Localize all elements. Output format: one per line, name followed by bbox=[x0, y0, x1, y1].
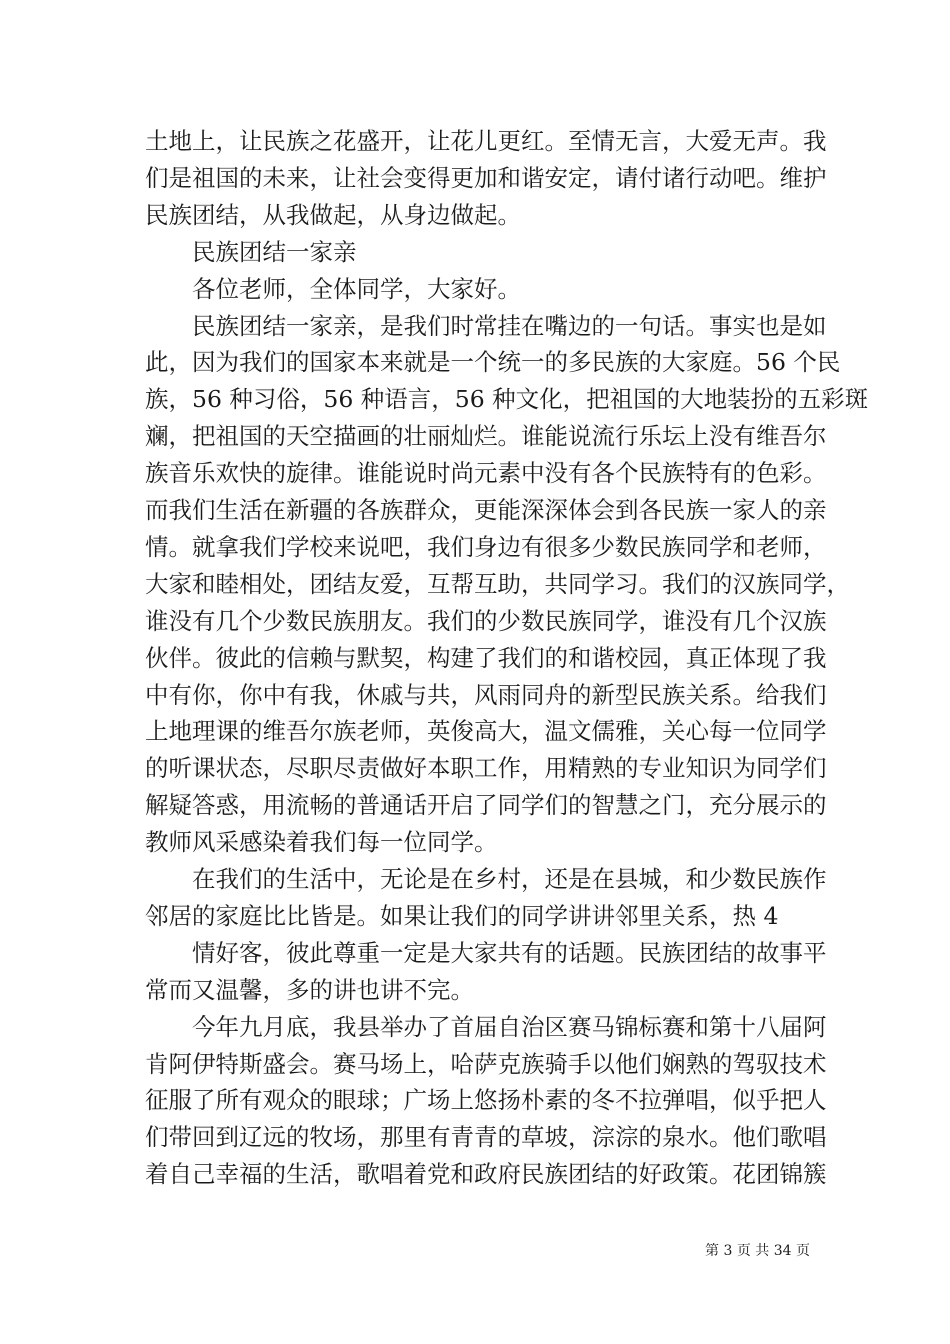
text-line: 常而又温馨，多的讲也讲不完。 bbox=[145, 975, 474, 1004]
text-line: 们是祖国的未来，让社会变得更加和谐安定，请付诸行动吧。维护 bbox=[145, 163, 827, 192]
text-line: 而我们生活在新疆的各族群众，更能深深体会到各民族一家人的亲 bbox=[145, 496, 827, 524]
text-line: 各位老师，全体同学，大家好。 bbox=[192, 274, 521, 303]
text-line: 解疑答惑，用流畅的普通话开启了同学们的智慧之门，充分展示的 bbox=[145, 791, 827, 820]
text-line: 民族团结，从我做起，从身边做起。 bbox=[145, 200, 521, 229]
text-line: 此，因为我们的国家本来就是一个统一的多民族的大家庭。56 个民 bbox=[145, 348, 841, 377]
text-line: 情。就拿我们学校来说吧，我们身边有很多少数民族同学和老师， bbox=[145, 532, 827, 561]
text-line: 中有你，你中有我，休戚与共，风雨同舟的新型民族关系。给我们 bbox=[145, 680, 827, 709]
text-line: 民族团结一家亲，是我们时常挂在嘴边的一句话。事实也是如 bbox=[192, 311, 827, 340]
text-line: 大家和睦相处，团结友爱，互帮互助，共同学习。我们的汉族同学， bbox=[145, 569, 850, 598]
text-line: 族音乐欢快的旋律。谁能说时尚元素中没有各个民族特有的色彩。 bbox=[145, 459, 827, 488]
text-line: 邻居的家庭比比皆是。如果让我们的同学讲讲邻里关系，热 4 bbox=[145, 901, 779, 930]
text-line: 土地上，让民族之花盛开，让花儿更红。至情无言，大爱无声。我 bbox=[145, 127, 827, 155]
text-line: 情好客，彼此尊重一定是大家共有的话题。民族团结的故事平 bbox=[192, 938, 827, 967]
text-line: 征服了所有观众的眼球；广场上悠扬朴素的冬不拉弹唱，似乎把人 bbox=[145, 1086, 827, 1115]
text-line: 教师风采感染着我们每一位同学。 bbox=[145, 828, 498, 857]
text-line: 着自己幸福的生活，歌唱着党和政府民族团结的好政策。花团锦簇 bbox=[145, 1160, 827, 1189]
text-line: 们带回到辽远的牧场，那里有青青的草坡，淙淙的泉水。他们歌唱 bbox=[145, 1123, 827, 1152]
text-line: 民族团结一家亲 bbox=[192, 237, 357, 266]
text-line: 斓，把祖国的天空描画的壮丽灿烂。谁能说流行乐坛上没有维吾尔 bbox=[145, 422, 827, 451]
text-line: 伙伴。彼此的信赖与默契，构建了我们的和谐校园，真正体现了我 bbox=[145, 643, 827, 672]
text-line: 族，56 种习俗，56 种语言，56 种文化，把祖国的大地装扮的五彩斑 bbox=[145, 385, 869, 414]
page-number-footer: 第 3 页 共 34 页 bbox=[705, 1243, 810, 1259]
text-line: 上地理课的维吾尔族老师，英俊高大，温文儒雅，关心每一位同学 bbox=[145, 717, 827, 746]
text-line: 肯阿伊特斯盛会。赛马场上，哈萨克族骑手以他们娴熟的驾驭技术 bbox=[145, 1049, 827, 1078]
text-line: 今年九月底，我县举办了首届自治区赛马锦标赛和第十八届阿 bbox=[192, 1012, 827, 1041]
text-line: 谁没有几个少数民族朋友。我们的少数民族同学，谁没有几个汉族 bbox=[145, 606, 827, 635]
text-line: 的听课状态，尽职尽责做好本职工作，用精熟的专业知识为同学们 bbox=[145, 754, 827, 783]
text-line: 在我们的生活中，无论是在乡村，还是在县城，和少数民族作 bbox=[192, 865, 827, 893]
